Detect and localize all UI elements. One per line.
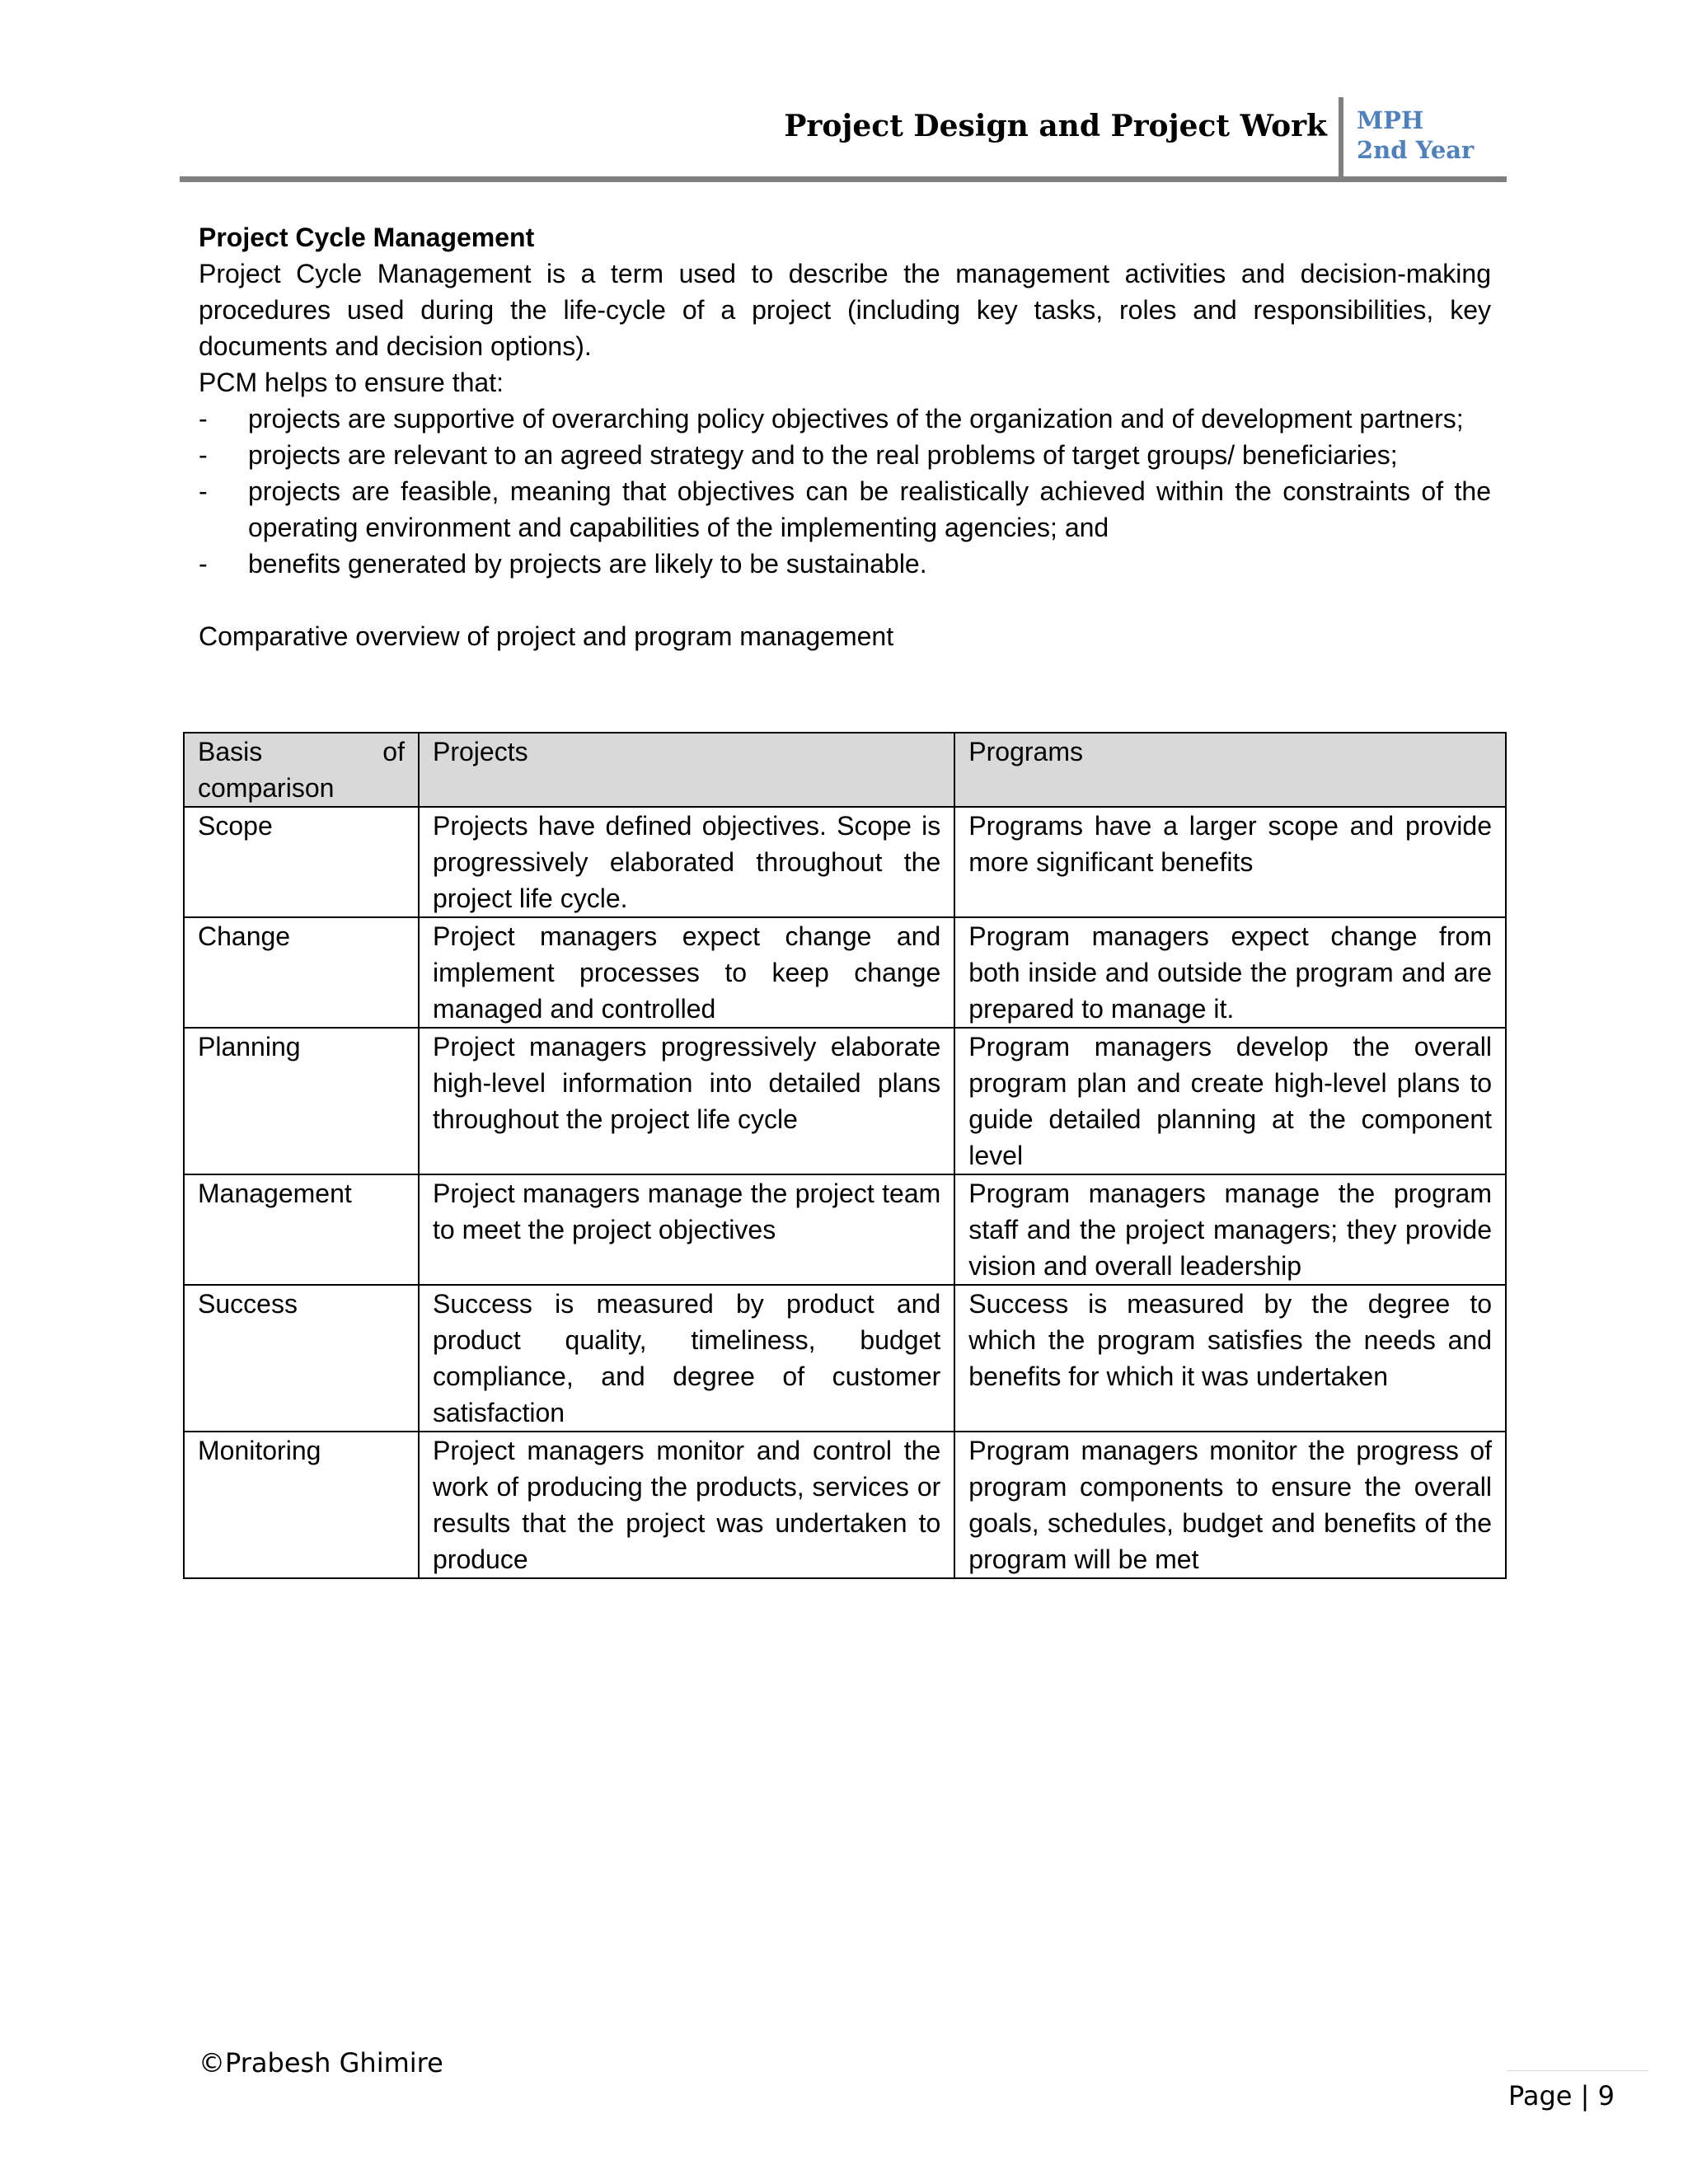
list-item: [199, 546, 1491, 582]
basis-cell: Success: [184, 1285, 419, 1432]
bullet-marker: -: [199, 404, 208, 434]
programs-cell: Program managers expect change from both inside and outside the program and are prepared to manage it.: [954, 917, 1506, 1028]
list-item-text: projects are relevant to an agreed strategy and to the real problems of target groups/ beneficiaries;: [248, 440, 1398, 470]
basis-cell: Scope: [184, 807, 419, 917]
projects-cell: Project managers expect change and implement processes to keep change managed and controlled: [419, 917, 954, 1028]
course-tag: MPH 2nd Year: [1357, 106, 1475, 164]
programs-cell: Program managers monitor the progress of program components to ensure the overall goals, schedules, budget and benefits of the program will be met: [954, 1432, 1506, 1578]
document-title: Project Design and Project Work: [784, 109, 1327, 143]
programs-cell: Success is measured by the degree to which the program satisfies the needs and benefits for which it was undertaken: [954, 1285, 1506, 1432]
comparison-table: [183, 732, 1507, 1579]
section-content: [199, 219, 1491, 654]
bullet-marker: -: [199, 440, 208, 470]
list-item: [199, 437, 1491, 473]
table-row: [184, 1432, 1506, 1578]
list-item-text: benefits generated by projects are likely to be sustainable.: [248, 549, 927, 579]
header-divider: [1339, 97, 1343, 180]
programs-cell: Program managers develop the overall program plan and create high-level plans to guide detailed planning at the component level: [954, 1028, 1506, 1174]
table-row: [184, 1174, 1506, 1285]
table-row: [184, 807, 1506, 917]
basis-cell: Management: [184, 1174, 419, 1285]
table-row: [184, 1028, 1506, 1174]
intro-paragraph: Project Cycle Management is a term used to describe the management activities and decision-making procedures used during the life-cycle of a project (including key tasks, roles and responsibilities, key documents and decision options).: [199, 259, 1491, 361]
bullet-list: [199, 401, 1491, 582]
table-row: [184, 1285, 1506, 1432]
table-header-row: [184, 733, 1506, 807]
column-header-programs: Programs: [954, 733, 1506, 807]
projects-cell: Project managers manage the project team to meet the project objectives: [419, 1174, 954, 1285]
projects-cell: Projects have defined objectives. Scope is progressively elaborated throughout the project life cycle.: [419, 807, 954, 917]
list-item-text: projects are feasible, meaning that objectives can be realistically achieved within the constraints of the operating environment and capabilities of the implementing agencies; and: [248, 476, 1491, 542]
copyright-notice: ©Prabesh Ghimire: [199, 2047, 443, 2079]
basis-cell: Planning: [184, 1028, 419, 1174]
bullet-marker: -: [199, 476, 208, 506]
lead-paragraph: PCM helps to ensure that:: [199, 368, 504, 397]
header-rule: [180, 176, 1507, 182]
list-item: [199, 473, 1491, 546]
page-number: Page | 9: [1508, 2080, 1615, 2111]
bullet-marker: -: [199, 549, 208, 579]
table-caption: Comparative overview of project and program management: [199, 621, 894, 651]
table-row: [184, 917, 1506, 1028]
projects-cell: Project managers progressively elaborate high-level information into detailed plans throughout the project life cycle: [419, 1028, 954, 1174]
programs-cell: Program managers manage the program staff and the project managers; they provide vision and overall leadership: [954, 1174, 1506, 1285]
list-item: [199, 401, 1491, 437]
basis-cell: Monitoring: [184, 1432, 419, 1578]
basis-cell: Change: [184, 917, 419, 1028]
footer-rule: [1507, 2070, 1648, 2071]
list-item-text: projects are supportive of overarching policy objectives of the organization and of development partners;: [248, 404, 1464, 434]
projects-cell: Project managers monitor and control the work of producing the products, services or results that the project was undertaken to produce: [419, 1432, 954, 1578]
projects-cell: Success is measured by product and product quality, timeliness, budget compliance, and degree of customer satisfaction: [419, 1285, 954, 1432]
column-header-projects: Projects: [419, 733, 954, 807]
programs-cell: Programs have a larger scope and provide more significant benefits: [954, 807, 1506, 917]
column-header-basis: Basis of comparison: [184, 733, 419, 807]
page-header: [180, 97, 1507, 180]
section-title: Project Cycle Management: [199, 223, 535, 252]
